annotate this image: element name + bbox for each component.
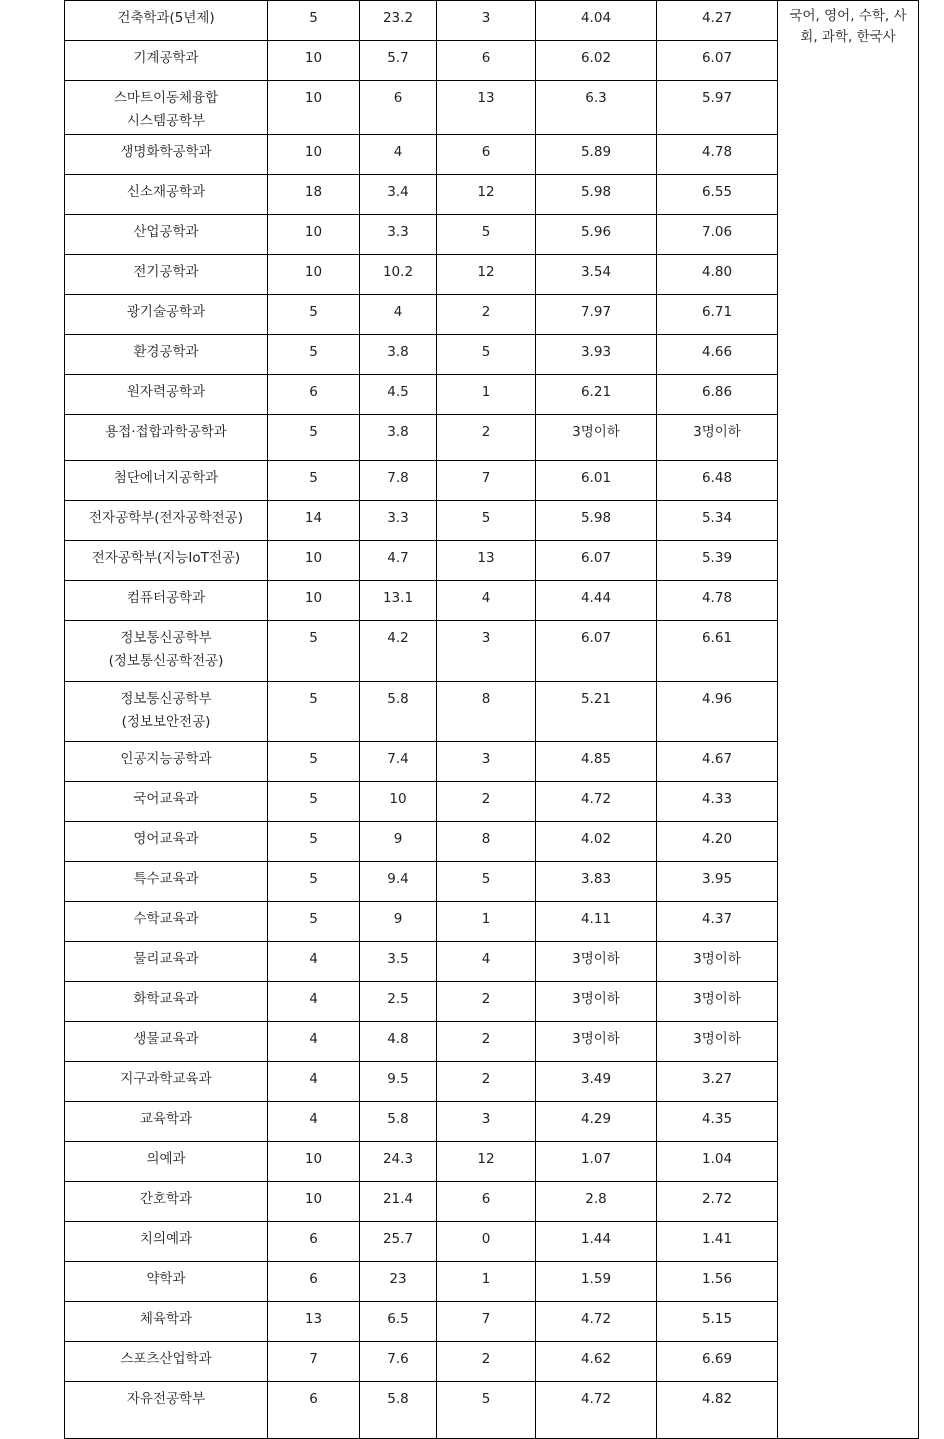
grade-cell-1: 4.44: [536, 581, 657, 621]
additional-pass-cell: 6: [437, 1182, 536, 1222]
grade-cell-2: 7.06: [657, 215, 778, 255]
department-cell: 체육학과: [65, 1302, 268, 1342]
additional-pass-cell: 13: [437, 81, 536, 135]
competition-rate-cell: 7.4: [360, 742, 437, 782]
additional-pass-cell: 5: [437, 215, 536, 255]
additional-pass-cell: 2: [437, 1022, 536, 1062]
quota-cell: 10: [268, 1182, 360, 1222]
grade-cell-2: 4.78: [657, 581, 778, 621]
grade-cell-1: 1.44: [536, 1222, 657, 1262]
competition-rate-cell: 3.8: [360, 415, 437, 461]
grade-cell-2: 4.37: [657, 902, 778, 942]
department-cell: 용접·접합과학공학과: [65, 415, 268, 461]
competition-rate-cell: 24.3: [360, 1142, 437, 1182]
quota-cell: 10: [268, 255, 360, 295]
admissions-table: [64, 0, 919, 1439]
additional-pass-cell: 3: [437, 621, 536, 682]
department-cell: 지구과학교육과: [65, 1062, 268, 1102]
additional-pass-cell: 8: [437, 822, 536, 862]
department-cell: 자유전공학부: [65, 1382, 268, 1439]
competition-rate-cell: 4.7: [360, 541, 437, 581]
additional-pass-cell: 0: [437, 1222, 536, 1262]
grade-cell-1: 4.72: [536, 1382, 657, 1439]
grade-cell-1: 4.02: [536, 822, 657, 862]
competition-rate-cell: 23: [360, 1262, 437, 1302]
competition-rate-cell: 4.8: [360, 1022, 437, 1062]
quota-cell: 5: [268, 822, 360, 862]
table-row: [65, 1, 919, 41]
quota-cell: 4: [268, 942, 360, 982]
grade-cell-2: 6.61: [657, 621, 778, 682]
quota-cell: 5: [268, 1, 360, 41]
additional-pass-cell: 7: [437, 461, 536, 501]
competition-rate-cell: 3.3: [360, 501, 437, 541]
quota-cell: 5: [268, 295, 360, 335]
grade-cell-2: 6.48: [657, 461, 778, 501]
department-cell: 정보통신공학부 (정보보안전공): [65, 682, 268, 742]
department-cell: 치의예과: [65, 1222, 268, 1262]
department-cell: 인공지능공학과: [65, 742, 268, 782]
grade-cell-1: 3.49: [536, 1062, 657, 1102]
department-cell: 환경공학과: [65, 335, 268, 375]
quota-cell: 5: [268, 415, 360, 461]
competition-rate-cell: 4.2: [360, 621, 437, 682]
grade-cell-1: 3명이하: [536, 1022, 657, 1062]
grade-cell-1: 2.8: [536, 1182, 657, 1222]
grade-cell-2: 4.80: [657, 255, 778, 295]
grade-cell-1: 3명이하: [536, 415, 657, 461]
competition-rate-cell: 6: [360, 81, 437, 135]
additional-pass-cell: 3: [437, 1, 536, 41]
grade-cell-2: 4.66: [657, 335, 778, 375]
competition-rate-cell: 3.3: [360, 215, 437, 255]
competition-rate-cell: 5.8: [360, 1382, 437, 1439]
quota-cell: 6: [268, 1382, 360, 1439]
grade-cell-1: 4.72: [536, 782, 657, 822]
department-cell: 수학교육과: [65, 902, 268, 942]
department-cell: 간호학과: [65, 1182, 268, 1222]
grade-cell-2: 4.82: [657, 1382, 778, 1439]
table-body: [65, 1, 919, 1439]
additional-pass-cell: 1: [437, 375, 536, 415]
grade-cell-1: 1.07: [536, 1142, 657, 1182]
quota-cell: 5: [268, 902, 360, 942]
grade-cell-2: 3명이하: [657, 415, 778, 461]
competition-rate-cell: 7.8: [360, 461, 437, 501]
department-cell: 기계공학과: [65, 41, 268, 81]
department-cell: 스마트이동체융합 시스템공학부: [65, 81, 268, 135]
competition-rate-cell: 6.5: [360, 1302, 437, 1342]
grade-cell-2: 1.41: [657, 1222, 778, 1262]
department-cell: 스포츠산업학과: [65, 1342, 268, 1382]
grade-cell-1: 1.59: [536, 1262, 657, 1302]
competition-rate-cell: 10: [360, 782, 437, 822]
additional-pass-cell: 2: [437, 415, 536, 461]
grade-cell-2: 4.78: [657, 135, 778, 175]
competition-rate-cell: 3.8: [360, 335, 437, 375]
competition-rate-cell: 4.5: [360, 375, 437, 415]
additional-pass-cell: 12: [437, 175, 536, 215]
quota-cell: 10: [268, 541, 360, 581]
competition-rate-cell: 9: [360, 822, 437, 862]
grade-cell-1: 5.96: [536, 215, 657, 255]
department-cell: 컴퓨터공학과: [65, 581, 268, 621]
quota-cell: 6: [268, 375, 360, 415]
competition-rate-cell: 4: [360, 135, 437, 175]
grade-cell-1: 4.85: [536, 742, 657, 782]
grade-cell-2: 1.04: [657, 1142, 778, 1182]
quota-cell: 5: [268, 461, 360, 501]
department-cell: 정보통신공학부 (정보통신공학전공): [65, 621, 268, 682]
additional-pass-cell: 3: [437, 742, 536, 782]
quota-cell: 10: [268, 1142, 360, 1182]
quota-cell: 13: [268, 1302, 360, 1342]
competition-rate-cell: 5.8: [360, 682, 437, 742]
grade-cell-2: 6.07: [657, 41, 778, 81]
quota-cell: 10: [268, 581, 360, 621]
grade-cell-1: 3.83: [536, 862, 657, 902]
competition-rate-cell: 10.2: [360, 255, 437, 295]
competition-rate-cell: 13.1: [360, 581, 437, 621]
quota-cell: 4: [268, 982, 360, 1022]
additional-pass-cell: 12: [437, 1142, 536, 1182]
grade-cell-2: 5.34: [657, 501, 778, 541]
competition-rate-cell: 5.7: [360, 41, 437, 81]
grade-cell-1: 4.62: [536, 1342, 657, 1382]
quota-cell: 18: [268, 175, 360, 215]
additional-pass-cell: 2: [437, 295, 536, 335]
competition-rate-cell: 25.7: [360, 1222, 437, 1262]
additional-pass-cell: 4: [437, 942, 536, 982]
grade-cell-1: 6.07: [536, 541, 657, 581]
grade-cell-2: 5.97: [657, 81, 778, 135]
additional-pass-cell: 8: [437, 682, 536, 742]
quota-cell: 5: [268, 621, 360, 682]
department-cell: 광기술공학과: [65, 295, 268, 335]
grade-cell-2: 2.72: [657, 1182, 778, 1222]
grade-cell-1: 4.29: [536, 1102, 657, 1142]
department-cell: 신소재공학과: [65, 175, 268, 215]
department-cell: 건축학과(5년제): [65, 1, 268, 41]
grade-cell-2: 6.55: [657, 175, 778, 215]
quota-cell: 5: [268, 742, 360, 782]
additional-pass-cell: 2: [437, 1342, 536, 1382]
grade-cell-1: 5.21: [536, 682, 657, 742]
grade-cell-1: 6.21: [536, 375, 657, 415]
additional-pass-cell: 5: [437, 862, 536, 902]
quota-cell: 14: [268, 501, 360, 541]
department-cell: 약학과: [65, 1262, 268, 1302]
additional-pass-cell: 4: [437, 581, 536, 621]
additional-pass-cell: 5: [437, 335, 536, 375]
additional-pass-cell: 13: [437, 541, 536, 581]
department-cell: 국어교육과: [65, 782, 268, 822]
grade-cell-2: 4.96: [657, 682, 778, 742]
quota-cell: 5: [268, 862, 360, 902]
quota-cell: 10: [268, 81, 360, 135]
department-cell: 첨단에너지공학과: [65, 461, 268, 501]
grade-cell-2: 3명이하: [657, 982, 778, 1022]
competition-rate-cell: 2.5: [360, 982, 437, 1022]
additional-pass-cell: 2: [437, 782, 536, 822]
grade-cell-2: 3.95: [657, 862, 778, 902]
department-cell: 생명화학공학과: [65, 135, 268, 175]
additional-pass-cell: 12: [437, 255, 536, 295]
quota-cell: 5: [268, 682, 360, 742]
additional-pass-cell: 6: [437, 41, 536, 81]
grade-cell-1: 4.04: [536, 1, 657, 41]
competition-rate-cell: 21.4: [360, 1182, 437, 1222]
quota-cell: 6: [268, 1222, 360, 1262]
department-cell: 원자력공학과: [65, 375, 268, 415]
quota-cell: 5: [268, 335, 360, 375]
additional-pass-cell: 2: [437, 1062, 536, 1102]
grade-cell-1: 3.54: [536, 255, 657, 295]
department-cell: 전자공학부(지능IoT전공): [65, 541, 268, 581]
grade-cell-1: 5.98: [536, 501, 657, 541]
grade-cell-1: 7.97: [536, 295, 657, 335]
grade-cell-2: 1.56: [657, 1262, 778, 1302]
quota-cell: 10: [268, 41, 360, 81]
quota-cell: 6: [268, 1262, 360, 1302]
grade-cell-1: 6.01: [536, 461, 657, 501]
additional-pass-cell: 6: [437, 135, 536, 175]
grade-cell-2: 4.33: [657, 782, 778, 822]
additional-pass-cell: 5: [437, 1382, 536, 1439]
quota-cell: 5: [268, 782, 360, 822]
department-cell: 전기공학과: [65, 255, 268, 295]
additional-pass-cell: 1: [437, 902, 536, 942]
additional-pass-cell: 3: [437, 1102, 536, 1142]
competition-rate-cell: 7.6: [360, 1342, 437, 1382]
grade-cell-1: 4.72: [536, 1302, 657, 1342]
competition-rate-cell: 9: [360, 902, 437, 942]
department-cell: 생물교육과: [65, 1022, 268, 1062]
competition-rate-cell: 3.4: [360, 175, 437, 215]
additional-pass-cell: 1: [437, 1262, 536, 1302]
department-cell: 전자공학부(전자공학전공): [65, 501, 268, 541]
grade-cell-2: 4.20: [657, 822, 778, 862]
competition-rate-cell: 4: [360, 295, 437, 335]
competition-rate-cell: 9.4: [360, 862, 437, 902]
required-subjects-cell: 국어, 영어, 수학, 사회, 과학, 한국사: [778, 1, 919, 1439]
grade-cell-1: 6.07: [536, 621, 657, 682]
grade-cell-2: 3.27: [657, 1062, 778, 1102]
department-cell: 의예과: [65, 1142, 268, 1182]
grade-cell-1: 6.02: [536, 41, 657, 81]
additional-pass-cell: 5: [437, 501, 536, 541]
department-cell: 화학교육과: [65, 982, 268, 1022]
grade-cell-1: 3명이하: [536, 942, 657, 982]
grade-cell-1: 5.98: [536, 175, 657, 215]
department-cell: 물리교육과: [65, 942, 268, 982]
grade-cell-2: 6.86: [657, 375, 778, 415]
quota-cell: 4: [268, 1102, 360, 1142]
grade-cell-1: 3명이하: [536, 982, 657, 1022]
competition-rate-cell: 3.5: [360, 942, 437, 982]
quota-cell: 10: [268, 215, 360, 255]
grade-cell-2: 4.35: [657, 1102, 778, 1142]
competition-rate-cell: 23.2: [360, 1, 437, 41]
department-cell: 산업공학과: [65, 215, 268, 255]
grade-cell-1: 3.93: [536, 335, 657, 375]
competition-rate-cell: 5.8: [360, 1102, 437, 1142]
grade-cell-2: 6.69: [657, 1342, 778, 1382]
additional-pass-cell: 7: [437, 1302, 536, 1342]
department-cell: 영어교육과: [65, 822, 268, 862]
competition-rate-cell: 9.5: [360, 1062, 437, 1102]
grade-cell-2: 3명이하: [657, 942, 778, 982]
grade-cell-2: 4.27: [657, 1, 778, 41]
grade-cell-2: 5.39: [657, 541, 778, 581]
grade-cell-2: 3명이하: [657, 1022, 778, 1062]
quota-cell: 4: [268, 1062, 360, 1102]
grade-cell-2: 5.15: [657, 1302, 778, 1342]
additional-pass-cell: 2: [437, 982, 536, 1022]
grade-cell-1: 6.3: [536, 81, 657, 135]
quota-cell: 4: [268, 1022, 360, 1062]
grade-cell-1: 4.11: [536, 902, 657, 942]
department-cell: 교육학과: [65, 1102, 268, 1142]
grade-cell-2: 6.71: [657, 295, 778, 335]
quota-cell: 7: [268, 1342, 360, 1382]
grade-cell-1: 5.89: [536, 135, 657, 175]
department-cell: 특수교육과: [65, 862, 268, 902]
grade-cell-2: 4.67: [657, 742, 778, 782]
quota-cell: 10: [268, 135, 360, 175]
